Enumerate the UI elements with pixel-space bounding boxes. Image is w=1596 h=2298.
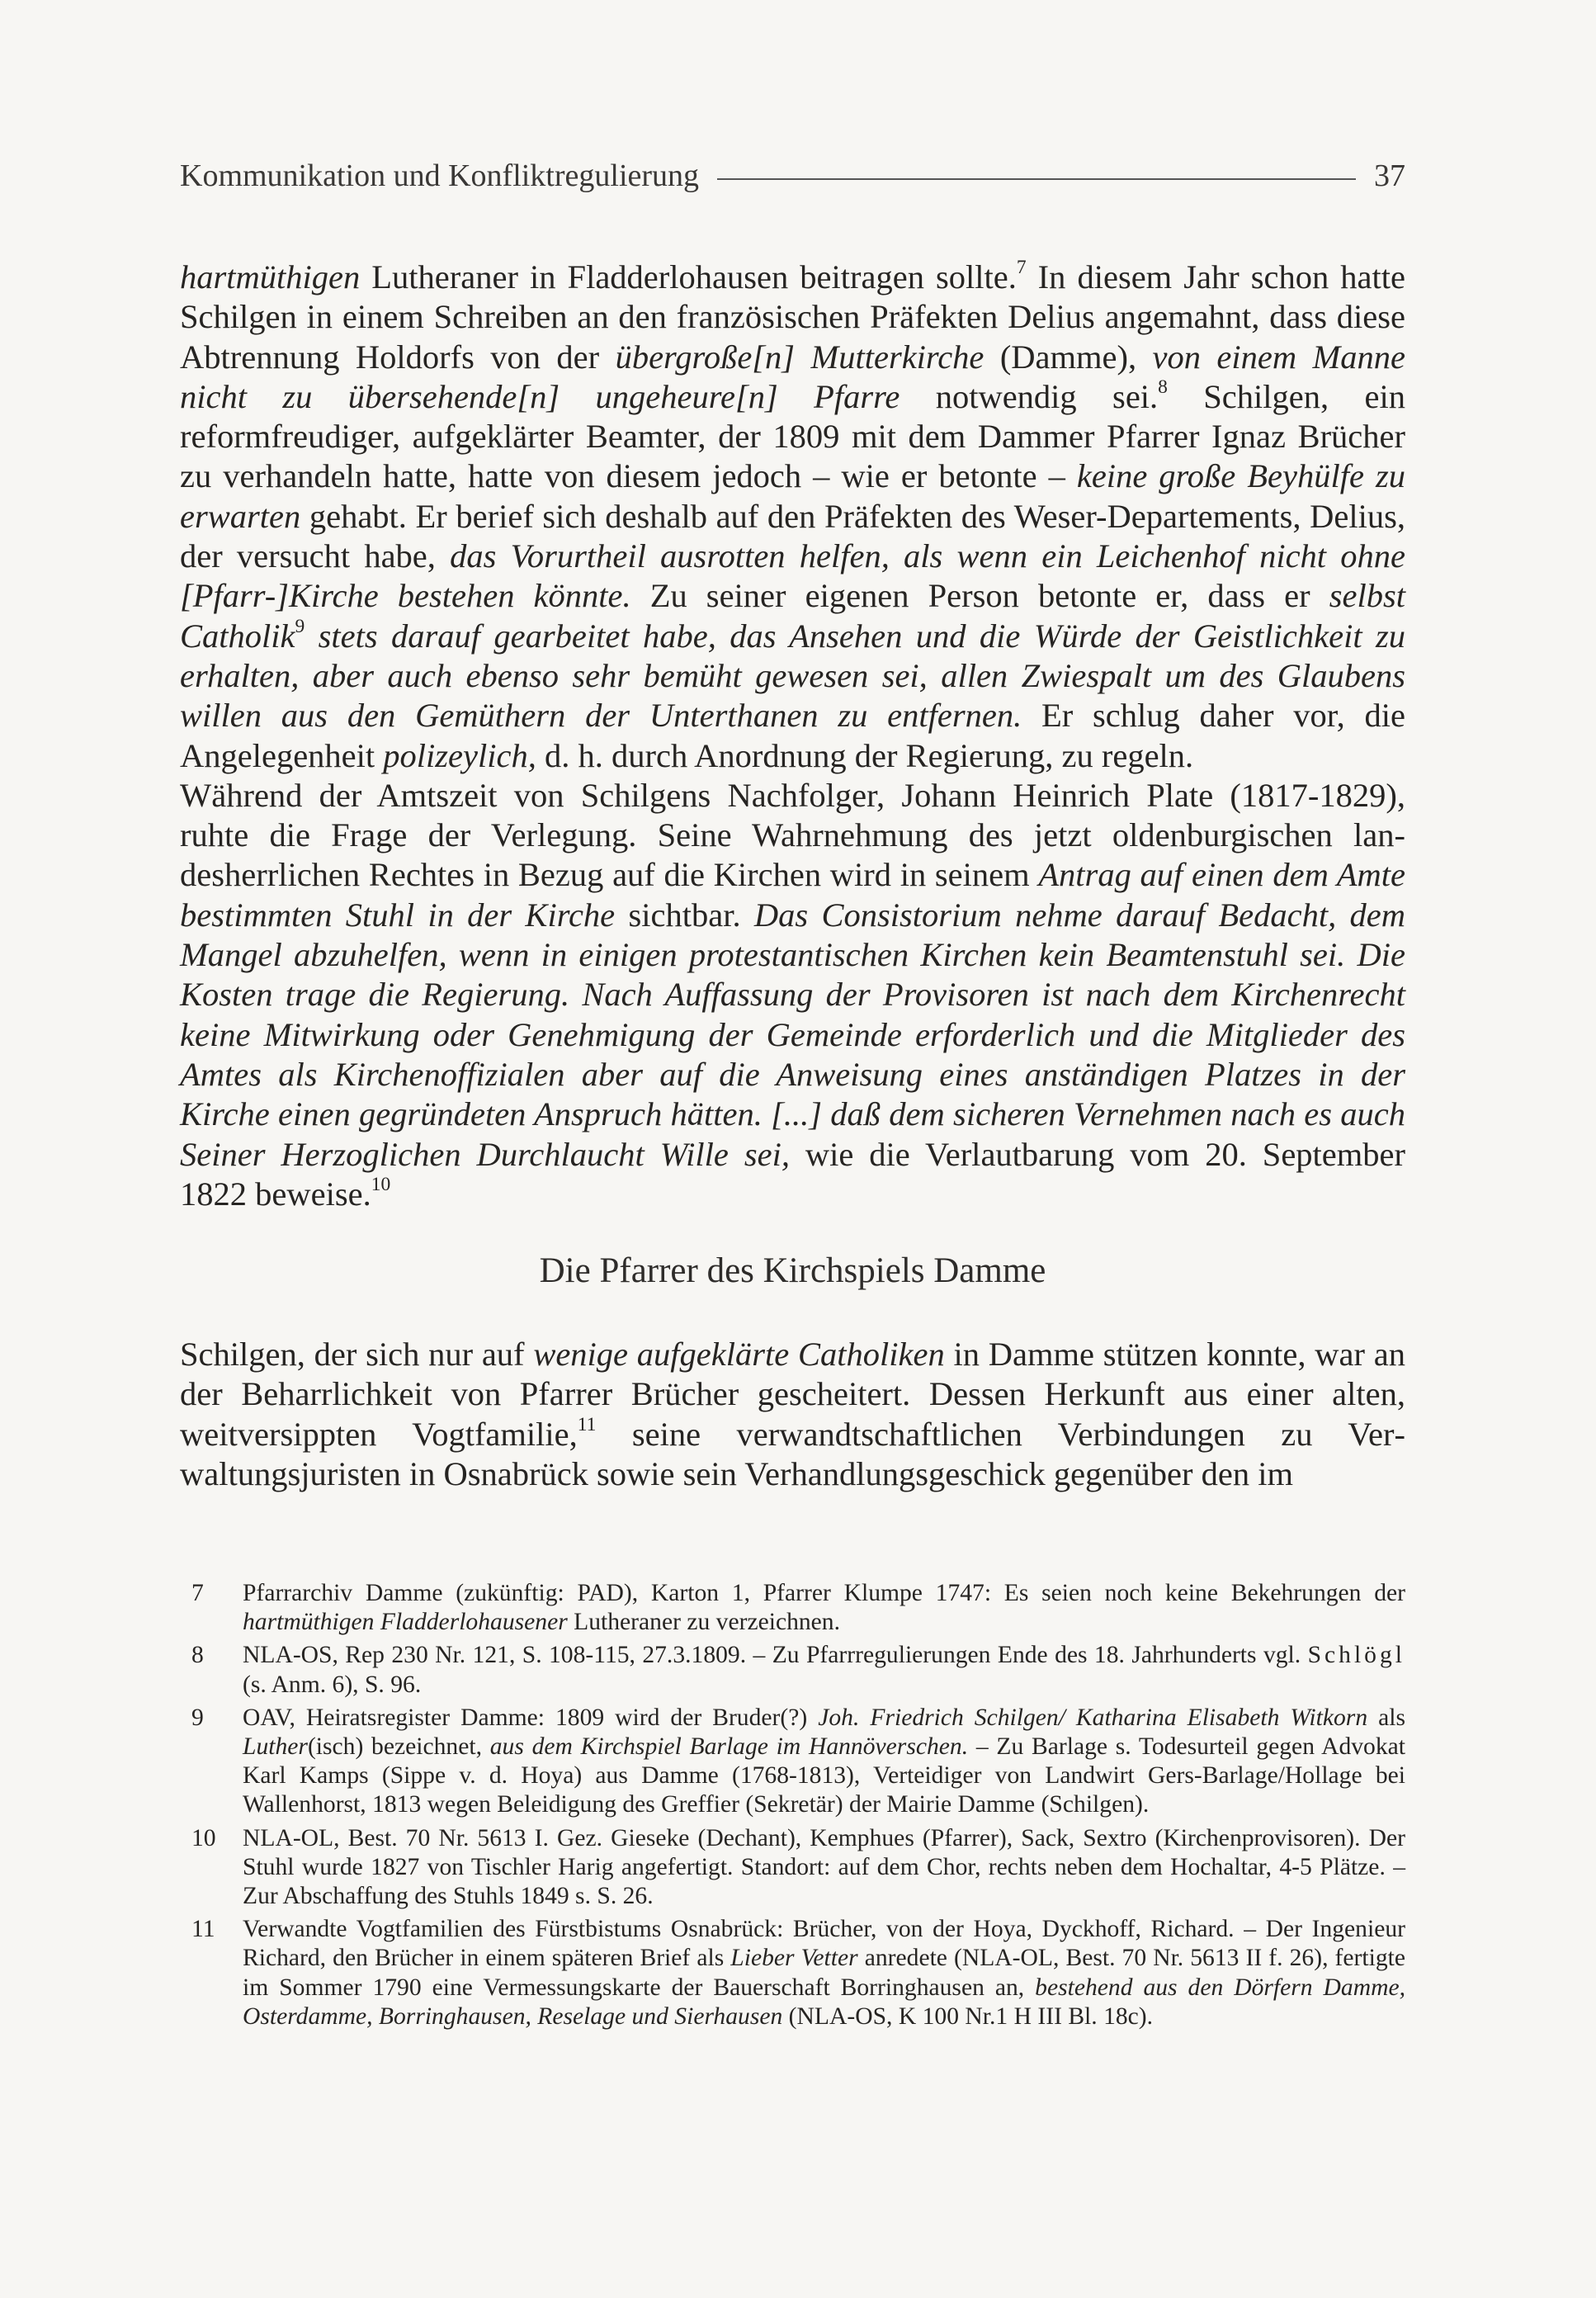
- text-run: gehabt. Er berief sich deshalb auf den Präfekten des Weser-Departements, Delius, der versucht habe,: [180, 497, 1405, 575]
- footnote-ref: 9: [295, 615, 305, 637]
- footnote-11: [191, 1915, 1405, 2031]
- text-run: In diesem Jahr schon hatte Schilgen in einem Schreiben an den französischen Präfekten Delius angemahnt, dass diese Abtrennung Holdorfs von der: [180, 258, 1405, 376]
- italic-quote: Antrag auf einen dem Amte bestimmten Stuhl in der Kirche: [180, 856, 1405, 934]
- section-heading: Die Pfarrer des Kirchspiels Damme: [539, 1251, 1046, 1290]
- italic-quote: polizeylich,: [383, 736, 536, 774]
- spaced-author-name: Schlögl: [1307, 1642, 1405, 1669]
- paragraph-2: [180, 776, 1405, 1214]
- text-run: Er schlug daher vor, die Angelegenheit: [180, 697, 1405, 774]
- italic-quote: hartmüthigen Fladderlohausener: [243, 1609, 568, 1636]
- italic-quote: stets darauf gearbeitet habe, das Ansehen und die Würde der Geistlichkeit zu erhalten, aber auch ebenso sehr bemüht gewesen sei, allen Zwiespalt um des Glaubens willen aus den Gemüthern der Unterthanen zu entfernen.: [180, 617, 1405, 735]
- text-run: (s. Anm. 6), S. 96.: [243, 1671, 422, 1698]
- text-run: in Damme stützen konnte, war an der Beharrlichkeit von Pfarrer Brücher gescheitert. Dessen Herkunft aus einer alten, weitversippten Vogtfamilie,: [180, 1336, 1405, 1453]
- text-run: Lutheraner in Fladderlohausen beitragen sollte.: [360, 258, 1017, 296]
- italic-quote: Luther: [243, 1733, 308, 1761]
- text-run: (Damme),: [984, 338, 1153, 376]
- text-run: NLA-OL, Best. 70 Nr. 5613 I. Gez. Gieseke (Dechant), Kemphues (Pfarrer), Sack, Sextro (Kirchenprovisoren). Der Stuhl wurde 1827 von Tischler Harig angefertigt. Standort: auf dem Chor, rechts neben dem Hochaltar, 4-5 Plätze. – Zur Abschaffung des Stuhls 1849 s. S. 26.: [243, 1824, 1405, 1910]
- footnote-8: [191, 1641, 1405, 1699]
- text-run: als: [1367, 1704, 1406, 1731]
- italic-quote: Joh. Friedrich Schilgen/ Katharina Elisabeth Witkorn: [818, 1704, 1368, 1731]
- page-number: 37: [1374, 158, 1405, 193]
- text-run: seine verwandtschaftlichen Verbindungen zu Verwaltungsjuristen in Osnabrück sowie sein Verhandlungsgeschick gegenüber den im: [180, 1415, 1405, 1492]
- italic-quote: Lieber Vetter: [730, 1945, 858, 1972]
- footnote-text: [243, 1704, 1405, 1820]
- text-run: Zu seiner eigenen Person betonte er, dass er: [630, 577, 1329, 615]
- text-run: notwendig sei.: [900, 377, 1159, 415]
- text-run: d. h. durch Anordnung der Regierung, zu regeln.: [536, 736, 1194, 774]
- footnote-9: [191, 1704, 1405, 1820]
- footnote-text: [243, 1915, 1405, 2031]
- italic-quote: hartmüthigen: [180, 258, 361, 296]
- footnote-ref: 11: [577, 1413, 597, 1435]
- italic-quote: das Vorurtheil ausrotten helfen, als wenn ein Leichenhof nicht ohne [Pfarr-]Kirche bestehen könnte.: [180, 537, 1405, 615]
- footnote-7: [191, 1579, 1405, 1637]
- running-head-title: Kommunikation und Konfliktregulierung: [180, 158, 700, 193]
- footnote-number: 10: [191, 1824, 216, 1851]
- text-run: (isch) bezeichnet,: [307, 1733, 490, 1761]
- text-run: anredete (NLA-OL, Best. 70 Nr. 5613 II f. 26), fertigte im Sommer 1790 eine Vermessungskarte der Bauerschaft Borringhausen an,: [243, 1945, 1405, 2001]
- footnotes: [191, 1579, 1405, 2036]
- text-run: OAV, Heiratsregister Damme: 1809 wird der Bruder(?): [243, 1704, 819, 1731]
- text-run: – Zu Barlage s. Todesurteil gegen Advokat Karl Kamps (Sippe v. d. Hoya) aus Damme (1768-1813), Verteidiger von Landwirt Gers-Barlage/Hollage bei Wallenhorst, 1813 wegen Beleidigung des Greffier (Sekretär) der Mairie Damme (Schilgen).: [243, 1733, 1406, 1818]
- text-run: Während der Amtszeit von Schilgens Nachfolger, Johann Heinrich Plate (1817-1829), ruhte die Frage der Verlegung. Seine Wahrnehmung des jetzt oldenburgischen landesherrlichen Rechtes in Bezug auf die Kirchen wird in seinem: [180, 776, 1405, 894]
- text-run: NLA-OS, Rep 230 Nr. 121, S. 108-115, 27.3.1809. – Zu Pfarrregulierungen Ende des 18. Jahrhunderts vgl.: [243, 1642, 1308, 1669]
- paragraph-3: [180, 1335, 1405, 1494]
- text-run: sichtbar.: [615, 896, 754, 934]
- footnote-text: [243, 1824, 1405, 1912]
- text-run: Schilgen, ein reformfreudiger, aufgeklärter Beamter, der 1809 mit dem Dammer Pfarrer Ignaz Brücher zu verhandeln hatte, hatte von diesem jedoch – wie er betonte –: [180, 377, 1405, 495]
- text-run: Schilgen, der sich nur auf: [180, 1336, 534, 1373]
- italic-quote: bestehend aus den Dörfern Damme, Osterdamme, Borringhausen, Reselage und Sierhausen: [243, 1974, 1405, 2030]
- footnote-number: 9: [191, 1704, 204, 1731]
- main-text-lower: [180, 1335, 1405, 1494]
- footnote-10: [191, 1824, 1405, 1912]
- italic-quote: aus dem Kirchspiel Barlage im Hannöverschen.: [489, 1733, 969, 1761]
- running-head-rule: [717, 178, 1356, 180]
- footnote-ref: 8: [1158, 376, 1168, 398]
- italic-quote: selbst Catholik: [180, 577, 1405, 655]
- paragraph-1: [180, 258, 1405, 776]
- italic-quote: übergroße[n] Mutterkirche: [615, 338, 985, 376]
- text-run: Verwandte Vogtfamilien des Fürstbistums Osnabrück: Brücher, von der Hoya, Dyckhoff, Richard. – Der Ingenieur Richard, den Brücher in einem späteren Brief als: [243, 1916, 1405, 1972]
- text-run: Pfarrarchiv Damme (zukünftig: PAD), Karton 1, Pfarrer Klumpe 1747: Es seien noch keine Bekehrungen der: [243, 1580, 1405, 1606]
- text-run: Lutheraner zu verzeichnen.: [567, 1609, 841, 1636]
- footnote-number: 11: [191, 1916, 215, 1943]
- footnote-text: [243, 1579, 1405, 1637]
- italic-quote: keine große Beyhülfe zu erwarten: [180, 457, 1405, 535]
- footnote-ref: 10: [371, 1173, 391, 1195]
- italic-quote: Das Consistorium nehme darauf Bedacht, dem Mangel abzuhelfen, wenn in einigen protestantischen Kirchen kein Beamtenstuhl sei. Die Kosten trage die Regierung. Nach Auffassung der Provisoren ist nach dem Kirchenrecht keine Mitwirkung oder Genehmigung der Gemeinde erforderlich und die Mitglieder des Amtes als Kirchenoffizialen aber auf die Anweisung eines anständigen Platzes in der Kirche einen gegründeten Anspruch hätten. [...] daß dem sicheren Vernehmen nach es auch Seiner Herzoglichen Durchlaucht Wille sei,: [180, 896, 1405, 1173]
- footnote-text: [243, 1641, 1405, 1699]
- main-text-upper: [180, 258, 1405, 1214]
- running-head: [180, 155, 1405, 196]
- footnote-number: 8: [191, 1642, 204, 1669]
- footnote-ref: 7: [1016, 256, 1027, 278]
- italic-quote: von einem Manne nicht zu übersehende[n] ungeheure[n] Pfarre: [180, 338, 1406, 415]
- text-run: (NLA-OS, K 100 Nr.1 H III Bl. 18c).: [782, 2002, 1154, 2030]
- italic-quote: wenige aufgeklärte Catholiken: [533, 1336, 945, 1373]
- footnote-number: 7: [191, 1580, 204, 1606]
- text-run: wie die Verlautbarung vom 20. September 1822 beweise.: [180, 1135, 1405, 1213]
